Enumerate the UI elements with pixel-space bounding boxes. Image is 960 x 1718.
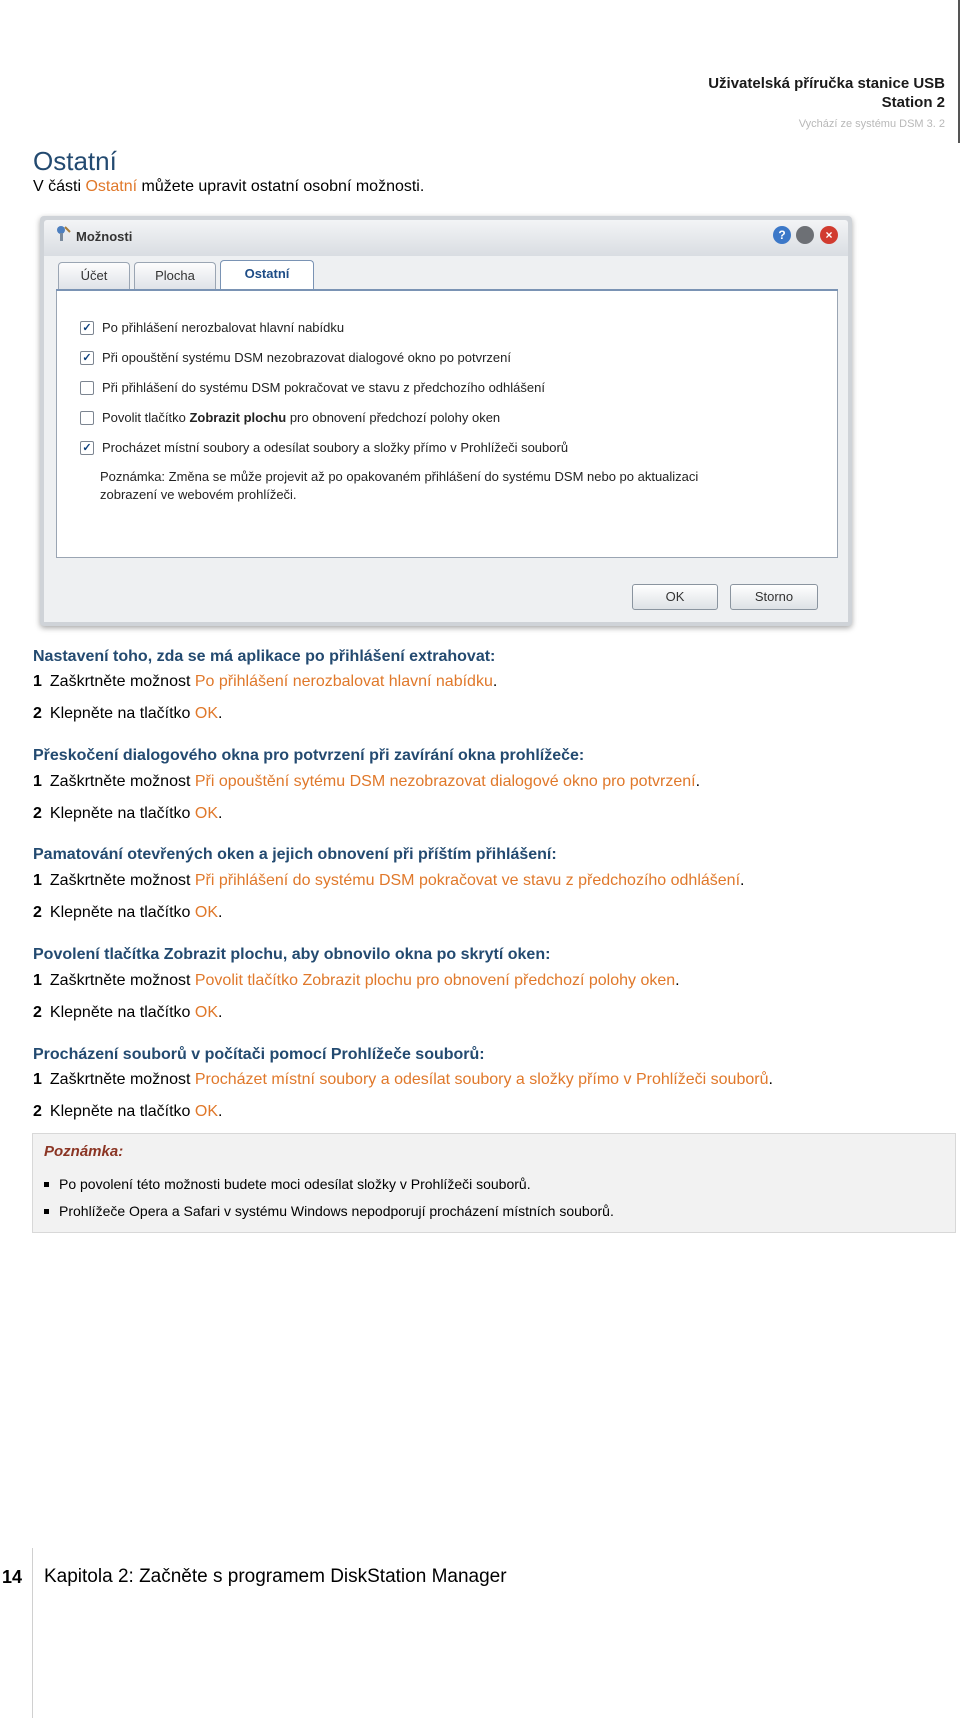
step-2: 2 Klepněte na tlačítko OK. — [33, 805, 223, 822]
option-row[interactable] — [80, 350, 511, 365]
checkbox[interactable] — [80, 381, 94, 395]
chapter-title: Kapitola 2: Začněte s programem DiskStation Manager — [44, 1566, 507, 1587]
checkbox[interactable]: ✓ — [80, 351, 94, 365]
step-2: 2 Klepněte na tlačítko OK. — [33, 1103, 223, 1120]
step-2: 2 Klepněte na tlačítko OK. — [33, 705, 223, 722]
checkbox[interactable] — [80, 411, 94, 425]
note-item: Po povolení této možnosti budete moci odesílat složky v Prohlížeči souborů. — [44, 1176, 531, 1192]
step-1: 1 Zaškrtněte možnost Po přihlášení nerozbalovat hlavní nabídku. — [33, 673, 498, 690]
footer-rule — [32, 1548, 33, 1718]
bullet-icon — [44, 1182, 49, 1187]
ok-button[interactable]: OK — [632, 584, 718, 610]
close-icon[interactable]: × — [820, 226, 838, 244]
step-1: 1 Zaškrtněte možnost Povolit tlačítko Zobrazit plochu pro obnovení předchozí polohy oken. — [33, 972, 680, 989]
help-icon[interactable]: ? — [773, 226, 791, 244]
checkbox[interactable]: ✓ — [80, 321, 94, 335]
option-label: Povolit tlačítko Zobrazit plochu pro obnovení předchozí polohy oken — [102, 410, 501, 425]
tab-plocha[interactable]: Plocha — [134, 262, 216, 289]
section-heading: Nastavení toho, zda se má aplikace po přihlášení extrahovat: — [33, 648, 496, 665]
bullet-icon — [44, 1209, 49, 1214]
option-row[interactable] — [80, 410, 500, 425]
section-heading: Přeskočení dialogového okna pro potvrzení při zavírání okna prohlížeče: — [33, 747, 585, 764]
step-2: 2 Klepněte na tlačítko OK. — [33, 904, 223, 921]
step-2: 2 Klepněte na tlačítko OK. — [33, 1004, 223, 1021]
dialog-titlebar — [44, 220, 848, 256]
option-label: Po přihlášení nerozbalovat hlavní nabídku — [102, 320, 345, 335]
minimize-icon[interactable] — [796, 226, 814, 244]
option-label: Procházet místní soubory a odesílat soubory a složky přímo v Prohlížeči souborů — [102, 440, 569, 455]
tab-ucet[interactable]: Účet — [58, 262, 130, 289]
note-title: Poznámka: — [44, 1143, 124, 1160]
section-heading: Pamatování otevřených oken a jejich obnovení při příštím přihlášení: — [33, 846, 557, 863]
option-row[interactable] — [80, 320, 344, 335]
option-row[interactable] — [80, 380, 545, 395]
option-row[interactable] — [80, 440, 568, 455]
page-number: 14 — [2, 1567, 23, 1587]
step-1: 1 Zaškrtněte možnost Při opouštění sytému DSM nezobrazovat dialogové okno pro potvrzení. — [33, 773, 701, 790]
intro-text: V části Ostatní můžete upravit ostatní osobní možnosti. — [33, 178, 425, 195]
options-icon — [54, 224, 72, 242]
step-1: 1 Zaškrtněte možnost Při přihlášení do systému DSM pokračovat ve stavu z předchozího odhlášení. — [33, 872, 745, 889]
section-heading: Procházení souborů v počítači pomocí Prohlížeče souborů: — [33, 1046, 485, 1063]
section-heading: Povolení tlačítka Zobrazit plochu, aby obnovilo okna po skrytí oken: — [33, 946, 551, 963]
tab-ostatni[interactable]: Ostatní — [220, 260, 314, 291]
document-title: Uživatelská příručka stanice USB Station 2 — [708, 75, 945, 111]
option-label: Při opouštění systému DSM nezobrazovat dialogové okno po potvrzení — [102, 350, 512, 365]
dialog-note: Poznámka: Změna se může projevit až po opakovaném přihlášení do systému DSM nebo po aktualizaci zobrazení ve webovém prohlížeči. — [100, 469, 699, 502]
note-item: Prohlížeče Opera a Safari v systému Windows nepodporují procházení místních souborů. — [44, 1203, 614, 1219]
section-title: Ostatní — [33, 146, 117, 176]
cancel-button[interactable]: Storno — [730, 584, 818, 610]
dialog-title: Možnosti — [76, 229, 133, 244]
checkbox[interactable]: ✓ — [80, 441, 94, 455]
step-1: 1 Zaškrtněte možnost Procházet místní soubory a odesílat soubory a složky přímo v Prohlížeči souborů. — [33, 1071, 773, 1088]
option-label: Při přihlášení do systému DSM pokračovat ve stavu z předchozího odhlášení — [102, 380, 545, 395]
document-subtitle: Vychází ze systému DSM 3. 2 — [798, 118, 945, 130]
